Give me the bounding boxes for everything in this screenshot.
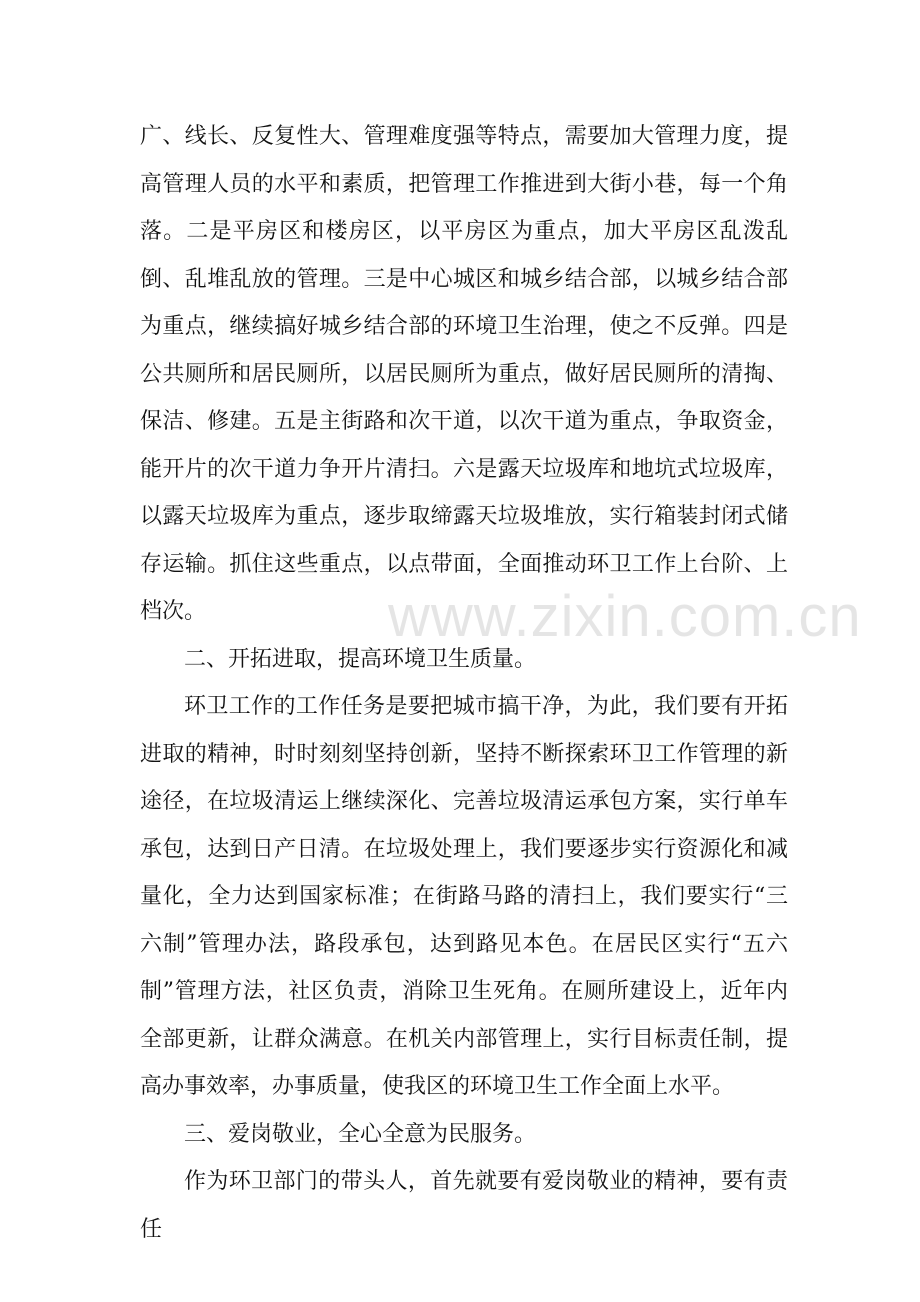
paragraph-section-3: 作为环卫部门的带头人，首先就要有爱岗敬业的精神，要有责任: [140, 1169, 788, 1242]
section-heading-2: 二、开拓进取，提高环境卫生质量。: [184, 646, 537, 672]
paragraph-continuation: 广、线长、反复性大、管理难度强等特点，需要加大管理力度，提高管理人员的水平和素质，把管理工作推进到大街小巷，每一个角落。二是平房区和楼房区，以平房区为重点，加大平房区乱泼乱倒、乱堆乱放的管理。三是中心城区和城乡结合部，以城乡结合部为重点，继续搞好城乡结合部的环境卫生治理，使之不反弹。四是公共厕所和居民厕所，以居民厕所为重点，做好居民厕所的清掏、保洁、修建。五是主街路和次干道，以次干道为重点，争取资金，能开片的次干道力争开片清扫。六是露天垃圾库和地坑式垃圾库，以露天垃圾库为重点，逐步取缔露天垃圾堆放，实行箱装封闭式储存运输。抓住这些重点，以点带面，全面推动环卫工作上台阶、上档次。: [140, 124, 788, 624]
section-heading-3: 三、爱岗敬业，全心全意为民服务。: [184, 1121, 537, 1147]
watermark: www.zixin.com.cn: [388, 584, 862, 649]
paragraph-section-2: 环卫工作的工作任务是要把城市搞干净，为此，我们要有开拓进取的精神，时时刻刻坚持创新，坚持不断探索环卫工作管理的新途径，在垃圾清运上继续深化、完善垃圾清运承包方案，实行单车承包，达到日产日清。在垃圾处理上，我们要逐步实行资源化和减量化，全力达到国家标准；在街路马路的清扫上，我们要实行“三六制”管理办法，路段承包，达到路见本色。在居民区实行“五六制”管理方法，社区负责，消除卫生死角。在厕所建设上，近年内全部更新，让群众满意。在机关内部管理上，实行目标责任制，提高办事效率，办事质量，使我区的环境卫生工作全面上水平。: [140, 694, 788, 1099]
document-body: [140, 113, 788, 1253]
